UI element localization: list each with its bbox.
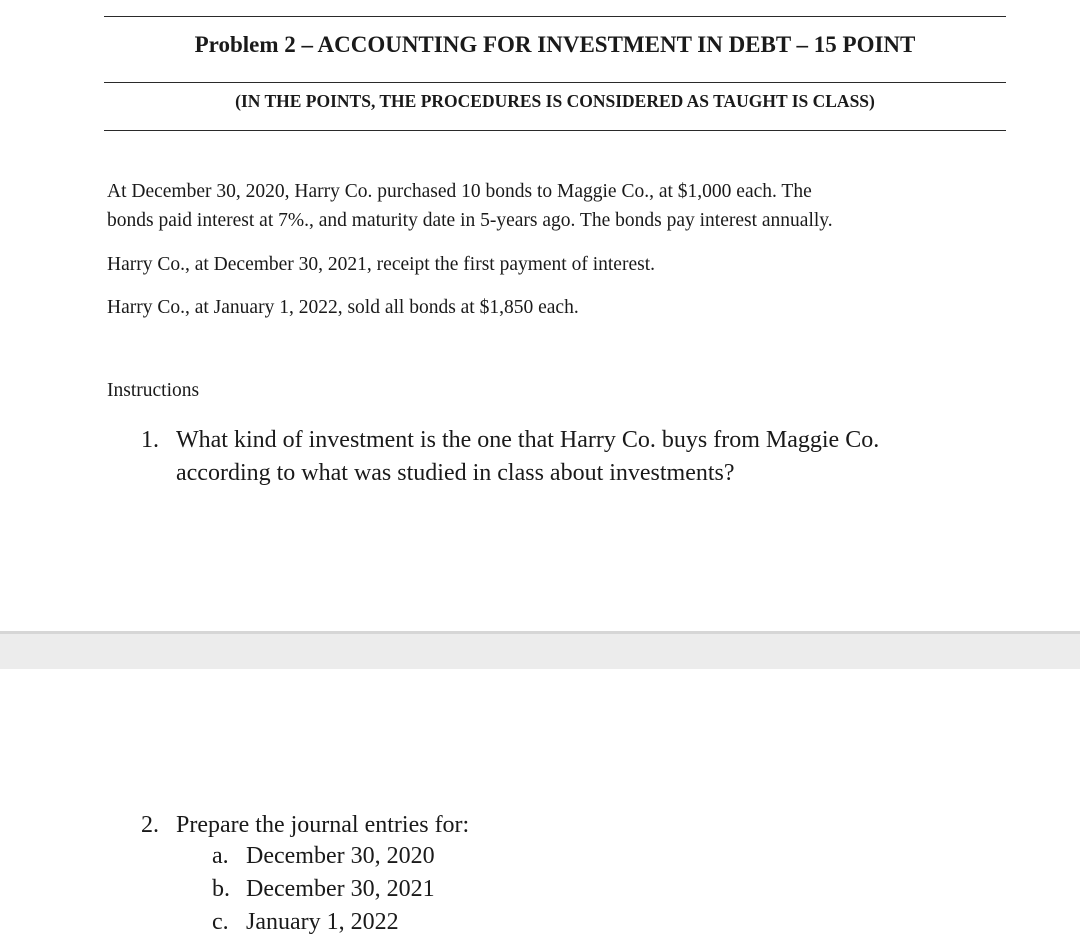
question-2-number: 2. [141,812,159,838]
question-1-line-2: according to what was studied in class about investments? [176,460,735,486]
instructions-heading: Instructions [107,380,200,401]
list-item-text: January 1, 2022 [246,909,399,935]
paragraph-2: Harry Co., at December 30, 2021, receipt the first payment of interest. [107,254,655,275]
problem-subtitle: (IN THE POINTS, THE PROCEDURES IS CONSIDERED AS TAUGHT IS CLASS) [235,91,875,111]
list-item-letter: c. [212,909,229,935]
page-break [0,631,1080,669]
list-item-letter: b. [212,876,230,902]
list-item-text: December 30, 2021 [246,876,435,902]
paragraph-1 [107,177,833,235]
list-item-letter: a. [212,843,229,869]
paragraph-3: Harry Co., at January 1, 2022, sold all bonds at $1,850 each. [107,297,579,318]
list-item-text: December 30, 2020 [246,843,435,869]
top-rule [104,16,1006,17]
subtitle-rule [104,130,1006,131]
question-1-line-1: What kind of investment is the one that Harry Co. buys from Maggie Co. [176,427,880,453]
question-2-text: Prepare the journal entries for: [176,812,470,838]
question-1-number: 1. [141,427,159,453]
paragraph-1-line-2: bonds paid interest at 7%., and maturity date in 5-years ago. The bonds pay interest annually. [107,210,833,231]
title-rule [104,82,1006,83]
paragraph-1-line-1: At December 30, 2020, Harry Co. purchased 10 bonds to Maggie Co., at $1,000 each. The [107,181,812,202]
problem-title: Problem 2 – ACCOUNTING FOR INVESTMENT IN DEBT – 15 POINT [194,32,916,57]
